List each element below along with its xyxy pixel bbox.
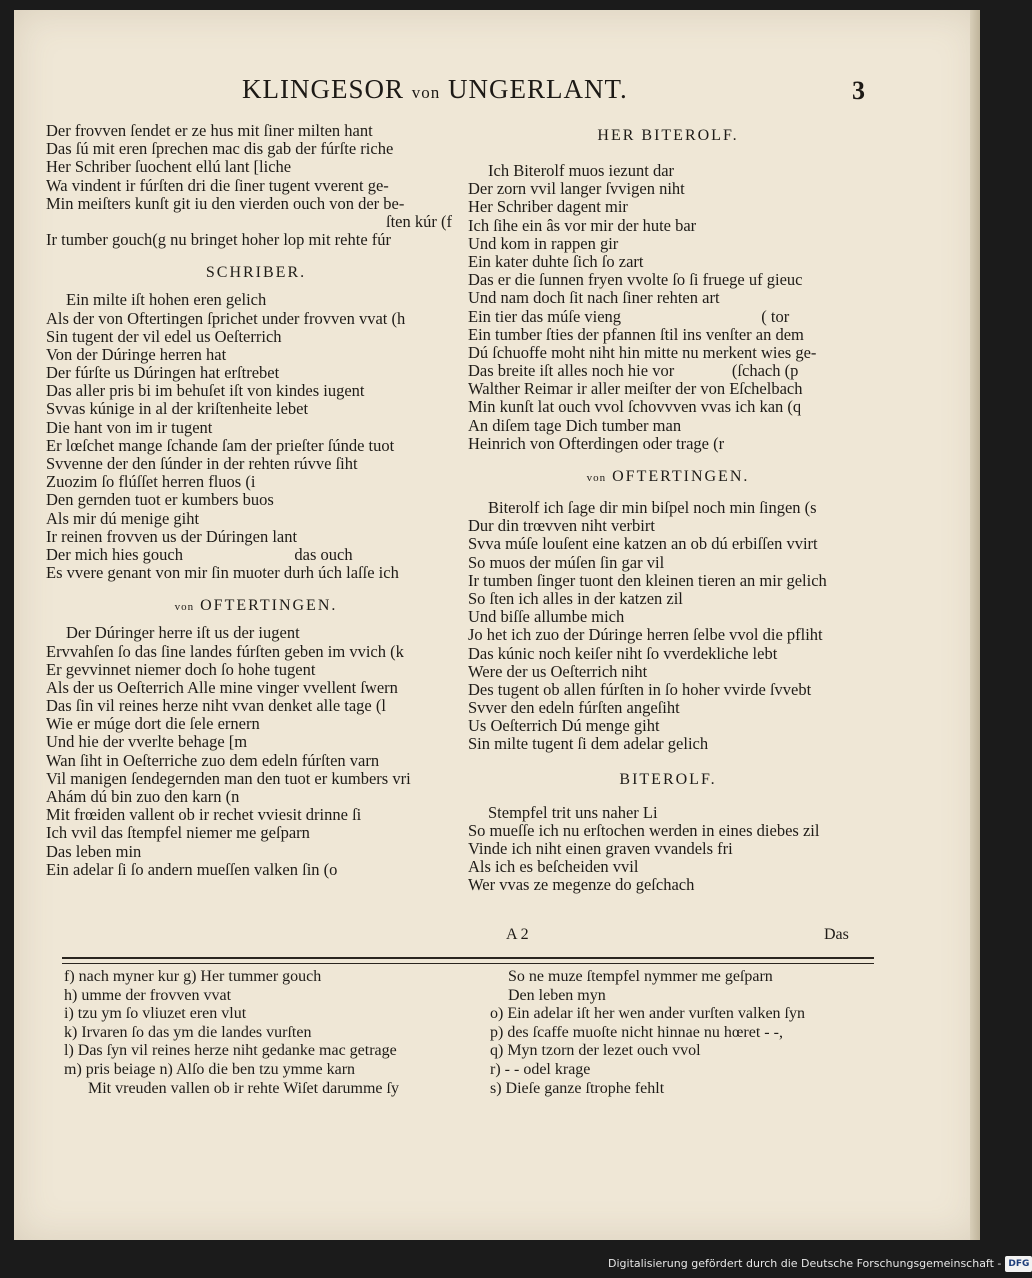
heading-name: OFTERTINGEN. bbox=[194, 597, 338, 615]
funding-credit bbox=[608, 1256, 1032, 1272]
verse-line: Vinde ich niht einen graven vvandels fri bbox=[468, 839, 733, 858]
verse-line: Wer vvas ze megenze do geſchach bbox=[468, 875, 695, 895]
verse-line: ſten kúr (f bbox=[386, 211, 452, 231]
verse-line: Dú ſchuoffe moht niht hin mitte nu merkent wies ge- bbox=[468, 342, 817, 362]
verse-line: Der Dúringer herre iſt us der iugent bbox=[66, 623, 300, 643]
verse-line: Her Schriber dagent mir bbox=[468, 197, 628, 217]
footnotes-right bbox=[490, 968, 890, 1098]
verse-line: Ein adelar ſi ſo andern mueſſen valken ſin (o bbox=[46, 859, 338, 879]
verse-line: Und nam doch ſit nach ſiner rehten art bbox=[468, 288, 720, 308]
left-column bbox=[46, 122, 466, 879]
footnote-line: h) umme der frovven vvat bbox=[64, 986, 232, 1004]
verse-line: Dur din trœvven niht verbirt bbox=[468, 516, 655, 536]
heading-name: OFTERTINGEN. bbox=[606, 468, 750, 485]
verse-line: Svva múſe louſent eine katzen an ob dú erbiſſen vvirt bbox=[468, 534, 818, 554]
verse-line: Das ſú mit eren ſprechen mac dis gab der fúrſte riche bbox=[46, 139, 394, 159]
verse-line: Und hie der vverlte behage [m bbox=[46, 732, 248, 752]
page-title bbox=[242, 74, 628, 105]
verse-line: Mit frœiden vallent ob ir rechet vviesit drinne ſi bbox=[46, 805, 362, 825]
verse-line: Das breite iſt alles noch hie vor (ſchach (p bbox=[468, 361, 799, 381]
verse-line: So mueſſe ich nu erſtochen werden in eines diebes zil bbox=[468, 820, 820, 840]
verse-line: Er gevvinnet niemer doch ſo hohe tugent bbox=[46, 659, 316, 679]
verse-line: Wa vindent ir fúrſten dri die ſiner tugent vverent ge- bbox=[46, 175, 389, 195]
catchword: Das bbox=[824, 926, 849, 943]
verse-line: Der zorn vvil langer ſvvigen niht bbox=[468, 179, 685, 199]
verse-line: Das aller pris bi im behuſet iſt von kindes iugent bbox=[46, 381, 365, 401]
footnote-line: l) Das ſyn vil reines herze niht gedanke mac getrage bbox=[64, 1042, 397, 1060]
verse-line: Sin tugent der vil edel us Oeſterrich bbox=[46, 326, 282, 346]
footnote-line: o) Ein adelar iſt her wen ander vurſten valken ſyn bbox=[490, 1005, 805, 1023]
footnote-line: s) Dieſe ganze ſtrophe fehlt bbox=[490, 1079, 665, 1097]
verse-line: Biterolf ich ſage dir min biſpel noch min ſingen (s bbox=[488, 498, 817, 517]
verse-line: Wan ſiht in Oeſterriche zuo dem edeln fúrſten varn bbox=[46, 750, 380, 770]
footnote-rule bbox=[62, 957, 874, 964]
verse-line: Des tugent ob allen fúrſten in ſo hoher vvirde ſvvebt bbox=[468, 679, 812, 699]
verse-line: Ir tumben ſinger tuont den kleinen tieren an mir gelich bbox=[468, 570, 827, 590]
verse-line: Er lœſchet mange ſchande ſam der prieſter ſúnde tuot bbox=[46, 435, 395, 455]
verse-line: Sin milte tugent ſi dem adelar gelich bbox=[468, 734, 709, 754]
title-main: LINGESOR bbox=[262, 74, 412, 104]
verse-line: Als der us Oeſterrich Alle mine vinger vvellent ſwern bbox=[46, 677, 398, 697]
section-heading-her-biterolf: HER BITEROLF. bbox=[597, 127, 739, 144]
right-column bbox=[468, 118, 868, 895]
verse-line: Heinrich von Ofterdingen oder trage (r bbox=[468, 433, 725, 453]
verse-line: Das er die ſunnen fryen vvolte ſo ſi fruege uf gieuc bbox=[468, 270, 803, 290]
verse-line: Von der Dúringe herren hat bbox=[46, 344, 227, 364]
footnote-line: r) - - odel krage bbox=[490, 1060, 591, 1078]
footnote-line: f) nach myner kur g) Her tummer gouch bbox=[64, 968, 322, 985]
verse-line: Ich Biterolf muos iezunt dar bbox=[488, 161, 675, 180]
verse-line: Ich vvil das ſtempfel niemer me geſparn bbox=[46, 823, 310, 843]
footnote-line: i) tzu ym ſo vliuzet eren vlut bbox=[64, 1005, 247, 1023]
verse-line: So muos der múſen ſin gar vil bbox=[468, 552, 665, 572]
verse-line: Min meiſters kunſt git iu den vierden ouch von der be- bbox=[46, 193, 405, 213]
verse-line: Ein milte iſt hohen eren gelich bbox=[66, 290, 267, 310]
verse-line: Svvenne der den ſúnder in der rehten rúvve ſiht bbox=[46, 454, 358, 473]
footnote-line: q) Myn tzorn der lezet ouch vvol bbox=[490, 1042, 701, 1060]
book-page bbox=[14, 10, 980, 1240]
running-header bbox=[14, 74, 980, 114]
verse-line: Und biſſe allumbe mich bbox=[468, 607, 625, 627]
verse-line: Walther Reimar ir aller meiſter der von Eſchelbach bbox=[468, 379, 803, 399]
verse-line: Es vvere genant von mir ſin muoter durh úch laſſe ich bbox=[46, 563, 399, 583]
verse-line: Ir reinen frovven us der Dúringen lant bbox=[46, 526, 298, 546]
footnotes-left bbox=[64, 968, 484, 1098]
verse-line: Als ich es beſcheiden vvil bbox=[468, 857, 639, 877]
page-edge bbox=[970, 10, 980, 1240]
verse-line: Ein tumber ſties der pfannen ſtil ins venſter an dem bbox=[468, 324, 804, 344]
section-heading-oftertingen bbox=[46, 588, 466, 624]
section-heading-oftertingen-right bbox=[468, 459, 868, 495]
funding-text: Digitalisierung gefördert durch die Deutsche Forschungsgemeinschaft - bbox=[608, 1257, 1002, 1270]
verse-line: Die hant von im ir tugent bbox=[46, 417, 213, 437]
verse-line: Her Schriber ſuochent ellú lant [liche bbox=[46, 157, 292, 177]
verse-line: Der mich hies gouch das ouch bbox=[46, 544, 353, 564]
verse-line: Jo het ich zuo der Dúringe herren ſelbe vvol die pfliht bbox=[468, 625, 823, 645]
footnote-line: Mit vreuden vallen ob ir rehte Wiſet darumme ſy bbox=[88, 1079, 399, 1097]
heading-von: von bbox=[586, 472, 607, 484]
footnote-line: m) pris beiage n) Alſo die ben tzu ymme karn bbox=[64, 1060, 356, 1078]
footnote-line: So ne muze ſtempfel nymmer me geſparn bbox=[508, 968, 773, 985]
verse-line: Das leben min bbox=[46, 841, 142, 861]
verse-line: So ſten ich alles in der katzen zil bbox=[468, 588, 683, 608]
verse-line: Das kúnic noch keiſer niht ſo vverdekliche lebt bbox=[468, 643, 778, 663]
section-heading-schriber: SCHRIBER. bbox=[205, 264, 307, 282]
footnote-line: Den leben myn bbox=[508, 986, 606, 1004]
verse-line: Ein kater duhte ſich ſo zart bbox=[468, 251, 644, 271]
section-heading-biterolf: BITEROLF. bbox=[619, 770, 717, 788]
verse-line: Der frovven ſendet er ze hus mit ſiner milten hant bbox=[46, 121, 373, 140]
verse-line: Vil manigen ſendegernden man den tuot er kumbers vri bbox=[46, 768, 411, 788]
verse-line: Als mir dú menige giht bbox=[46, 508, 200, 528]
title-initial: K bbox=[242, 74, 263, 104]
title-tail: UNGERLANT. bbox=[440, 74, 628, 104]
verse-line: Ir tumber gouch(g nu bringet hoher lop mit rehte fúr bbox=[46, 230, 392, 250]
verse-line: Als der von Oftertingen ſprichet under frovven vvat (h bbox=[46, 308, 406, 328]
verse-line: Das ſin vil reines herze niht vvan denket alle tage (l bbox=[46, 696, 386, 716]
footnote-line: p) des ſcaffe muoſte nicht hinnae nu hœret - -, bbox=[490, 1023, 783, 1041]
verse-line: Ein tier das múſe vieng ( tor bbox=[468, 306, 790, 326]
verse-line: Were der us Oeſterrich niht bbox=[468, 661, 648, 681]
verse-line: An diſem tage Dich tumber man bbox=[468, 415, 682, 435]
verse-line: Den gernden tuot er kumbers buos bbox=[46, 490, 274, 510]
verse-line: Wie er múge dort die ſele ernern bbox=[46, 714, 260, 734]
verse-line: Min kunſt lat ouch vvol ſchovvven vvas ich kan (q bbox=[468, 397, 802, 417]
verse-line: Ich ſihe ein âs vor mir der hute bar bbox=[468, 215, 697, 235]
title-von: von bbox=[411, 83, 441, 102]
verse-line: Svver den edeln fúrſten angeſiht bbox=[468, 698, 680, 718]
dfg-logo: DFG bbox=[1005, 1256, 1032, 1272]
verse-line: Us Oeſterrich Dú menge giht bbox=[468, 716, 660, 736]
verse-line: Stempfel trit uns naher Li bbox=[488, 802, 658, 822]
verse-line: Zuozim ſo flúſſet herren fluos (i bbox=[46, 472, 256, 492]
verse-line: Svvas kúnige in al der kriſtenheite lebet bbox=[46, 399, 309, 419]
heading-von: von bbox=[174, 601, 195, 614]
verse-line: Ahám dú bin zuo den karn (n bbox=[46, 787, 240, 806]
verse-line: Und kom in rappen gir bbox=[468, 233, 619, 253]
verse-line: Der fúrſte us Dúringen hat erſtrebet bbox=[46, 363, 280, 383]
page-number: 3 bbox=[852, 76, 865, 105]
verse-line: Ervvahſen ſo das ſine landes fúrſten geben im vvich (k bbox=[46, 641, 404, 661]
signature-mark: A 2 bbox=[506, 926, 529, 943]
footnote-line: k) Irvaren ſo das ym die landes vurſten bbox=[64, 1023, 312, 1041]
